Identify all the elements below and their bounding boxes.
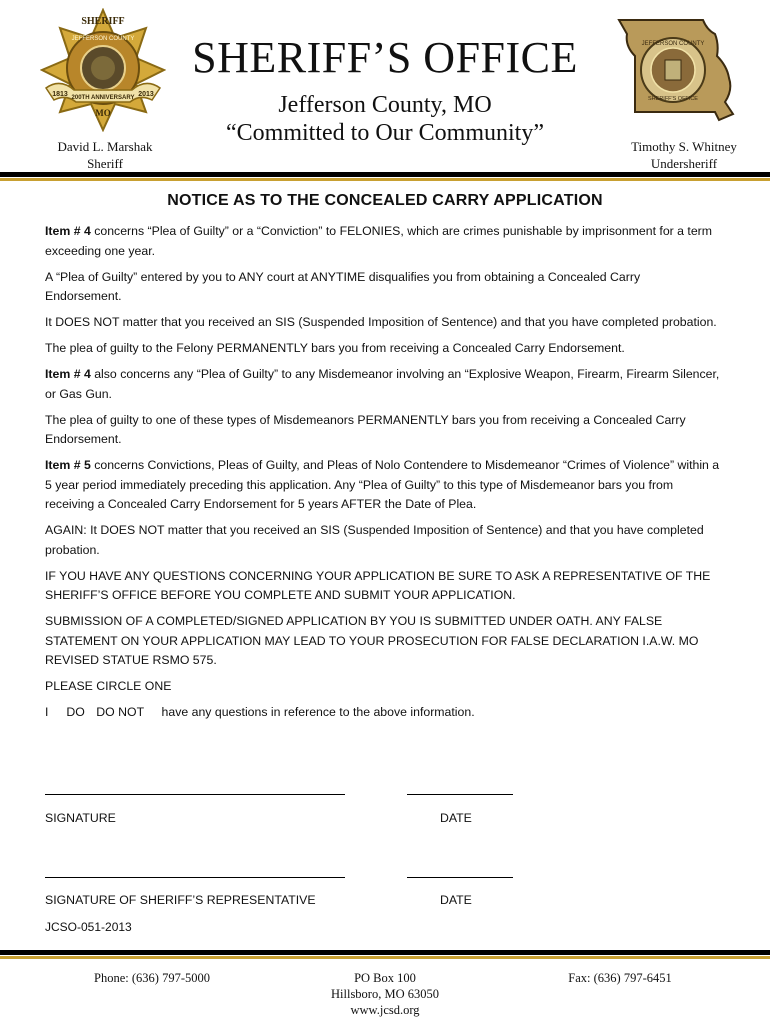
badge-ribbon-left: 1813 [52,91,68,98]
date-label: DATE [440,811,472,825]
circle-one-row [45,703,720,723]
undersheriff-role: Undersheriff [650,156,718,171]
footer-city: Hillsboro, MO 63050 [331,987,439,1001]
item-label: Item # 5 [45,458,91,472]
map-seal-ring-text: JEFFERSON COUNTY [641,41,705,47]
footer-address [305,970,465,1018]
signature-label: SIGNATURE [45,811,116,825]
option-do-not[interactable]: DO NOT [96,705,145,719]
paragraph: AGAIN: It DOES NOT matter that you received an SIS (Suspended Imposition of Sentence) and that you have completed probation. [45,523,704,557]
undersheriff-block [614,138,754,172]
form-id: JCSO-051-2013 [45,920,132,934]
badge-state: MO [95,108,111,118]
footer-phone: Phone: (636) 797-5000 [94,971,210,985]
paragraph-item4-misdemeanor: Item # 4 also concerns any “Plea of Guilty” to any Misdemeanor involving an “Explosive Weapon, Firearm, Firearm Silencer, or Gas Gun. [45,367,720,401]
paragraph: The plea of guilty to the Felony PERMANENTLY bars you from receiving a Concealed Carry Endorsement. [45,341,625,355]
paragraph: SUBMISSION OF A COMPLETED/SIGNED APPLICATION BY YOU IS SUBMITTED UNDER OATH. ANY FALSE STATEMENT ON YOUR APPLICATION MAY LEAD TO YOUR PROSECUTION FOR FALSE DECLARATION I.A.W. MO REVISED STATUE RSMO 575. [45,614,699,667]
office-title: SHERIFF’S OFFICE [192,33,578,82]
representative-date-line[interactable] [407,877,513,878]
badge-anniversary: 200TH ANNIVERSARY [71,95,135,101]
circle-prompt: PLEASE CIRCLE ONE [45,679,172,693]
representative-signature-label: SIGNATURE OF SHERIFF’S REPRESENTATIVE [45,893,316,907]
circle-pronoun: I [45,705,49,719]
badge-ribbon-right: 2013 [138,91,154,98]
date-line[interactable] [407,794,513,795]
header-rule-gold [0,178,770,181]
undersheriff-name: Timothy S. Whitney [631,139,737,154]
footer-website[interactable]: www.jcsd.org [350,1003,420,1017]
footer-rule-gold [0,956,770,959]
representative-signature-line[interactable] [45,877,345,878]
option-do[interactable]: DO [66,705,85,719]
notice-title: NOTICE AS TO THE CONCEALED CARRY APPLICATION [167,192,603,209]
sheriff-name: David L. Marshak [57,139,153,154]
circle-rest: have any questions in reference to the above information. [161,705,475,719]
footer-rule-black [0,950,770,955]
item-label: Item # 4 [45,224,91,238]
paragraph-item4-felony: Item # 4 concerns “Plea of Guilty” or a “Conviction” to FELONIES, which are crimes punishable by imprisonment for a term exceeding one year. [45,224,713,258]
map-seal-bottom-text: SHERIFF'S OFFICE [648,96,698,102]
header-rule-black [0,172,770,177]
sheriff-block [40,138,170,172]
footer-fax: Fax: (636) 797-6451 [568,971,672,985]
representative-date-label: DATE [440,893,472,907]
notice-body [45,222,720,729]
badge-ring-text: JEFFERSON COUNTY [71,36,135,42]
signature-line[interactable] [45,794,345,795]
motto: “Committed to Our Community” [226,120,544,146]
footer-po-box: PO Box 100 [354,971,416,985]
paragraph: The plea of guilty to one of these types of Misdemeanors PERMANENTLY bars you from receiving a Concealed Carry Endorsement. [45,412,686,446]
sheriff-role: Sheriff [87,156,123,171]
paragraph: A “Plea of Guilty” entered by you to ANY court at ANYTIME disqualifies you from obtaining a Concealed Carry Endorsement. [45,269,641,303]
letterhead [0,0,770,200]
paragraph: It DOES NOT matter that you received an SIS (Suspended Imposition of Sentence) and that you have completed probation. [45,315,717,329]
paragraph: IF YOU HAVE ANY QUESTIONS CONCERNING YOUR APPLICATION BE SURE TO ASK A REPRESENTATIVE OF THE SHERIFF’S OFFICE BEFORE YOU COMPLETE AND SUBMIT YOUR APPLICATION. [45,568,711,602]
badge-top-text: SHERIFF [81,16,125,27]
paragraph-item5: Item # 5 concerns Convictions, Pleas of Guilty, and Pleas of Nolo Contendere to Misdemeanor “Crimes of Violence” within a 5 year period immediately preceding this application. Any “Plea of Guilty” to this type of Misdemeanor bars you from receiving a Concealed Carry Endorsement for 5 years AFTER the Date of Plea. [45,458,720,511]
county-name: Jefferson County, MO [278,92,492,118]
item-label: Item # 4 [45,367,91,381]
